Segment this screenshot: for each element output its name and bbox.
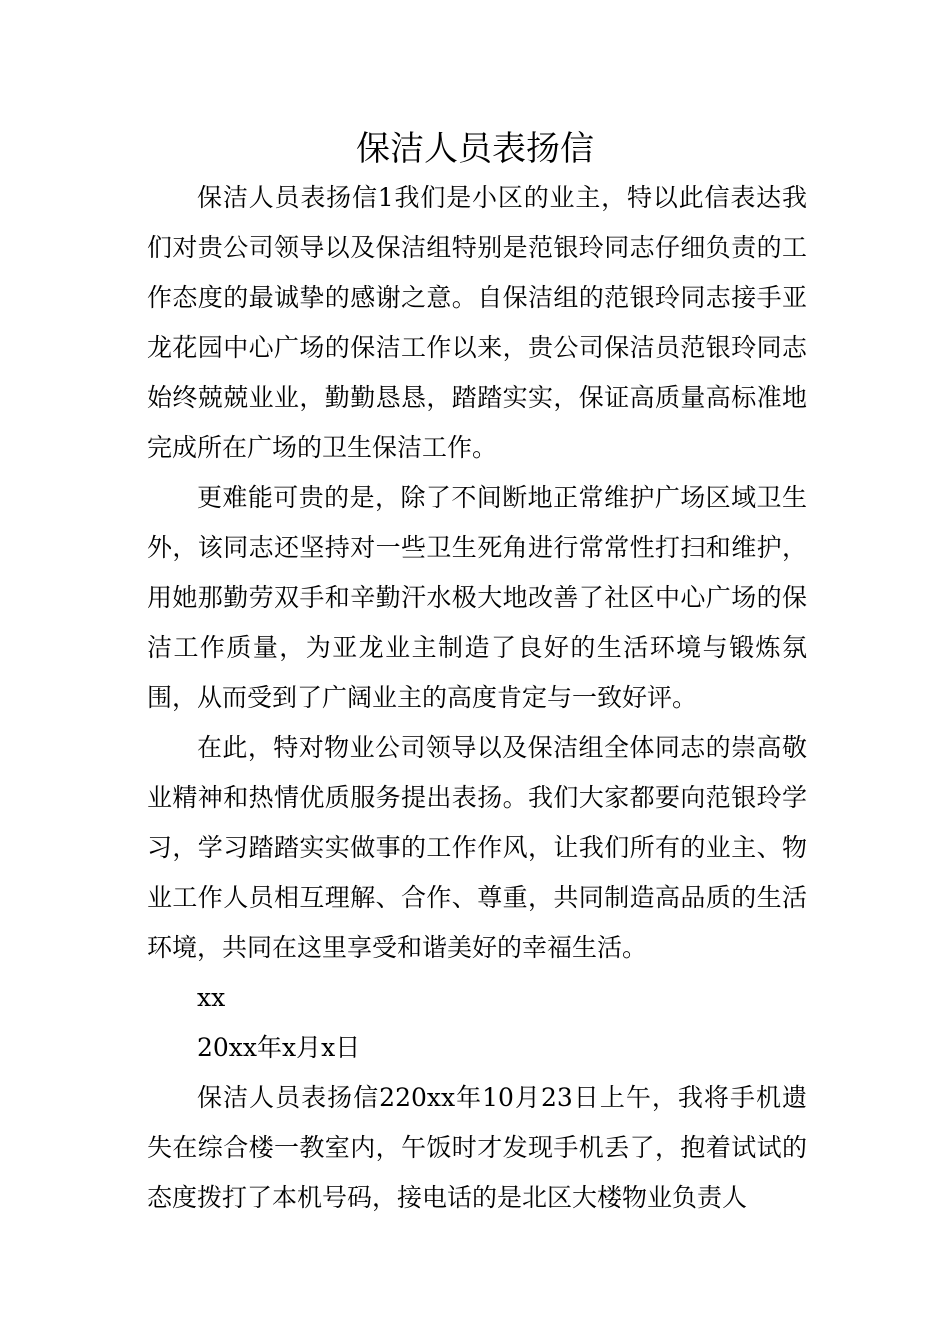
paragraph-3: 在此，特对物业公司领导以及保洁组全体同志的崇高敬业精神和热情优质服务提出表扬。我们大家都要向范银玲学习，学习踏踏实实做事的工作作风，让我们所有的业主、物业工作人员相互理解、合作、尊重，共同制造高品质的生活环境，共同在这里享受和谐美好的幸福生活。 — [147, 733, 807, 962]
paragraph-2: 更难能可贵的是，除了不间断地正常维护广场区域卫生外，该同志还坚持对一些卫生死角进行常常性打扫和维护，用她那勤劳双手和辛勤汗水极大地改善了社区中心广场的保洁工作质量，为亚龙业主制造了良好的生活环境与锻炼氛围，从而受到了广阔业主的高度肯定与一致好评。 — [147, 483, 807, 712]
document-body — [147, 173, 807, 1223]
paragraph-4: 保洁人员表扬信220xx年10月23日上午，我将手机遗失在综合楼一教室内，午饭时才发现手机丢了，抱着试试的态度拨打了本机号码，接电话的是北区大楼物业负责人 — [147, 1083, 807, 1212]
paragraph-1: 保洁人员表扬信1我们是小区的业主，特以此信表达我们对贵公司领导以及保洁组特别是范银玲同志仔细负责的工作态度的最诚挚的感谢之意。自保洁组的范银玲同志接手亚龙花园中心广场的保洁工作以来，贵公司保洁员范银玲同志始终兢兢业业，勤勤恳恳，踏踏实实，保证高质量高标准地完成所在广场的卫生保洁工作。 — [147, 183, 807, 462]
signature-name: xx — [197, 983, 226, 1012]
document-title: 保洁人员表扬信 — [356, 129, 594, 169]
signature-date: 20xx年x月x日 — [197, 1033, 361, 1062]
